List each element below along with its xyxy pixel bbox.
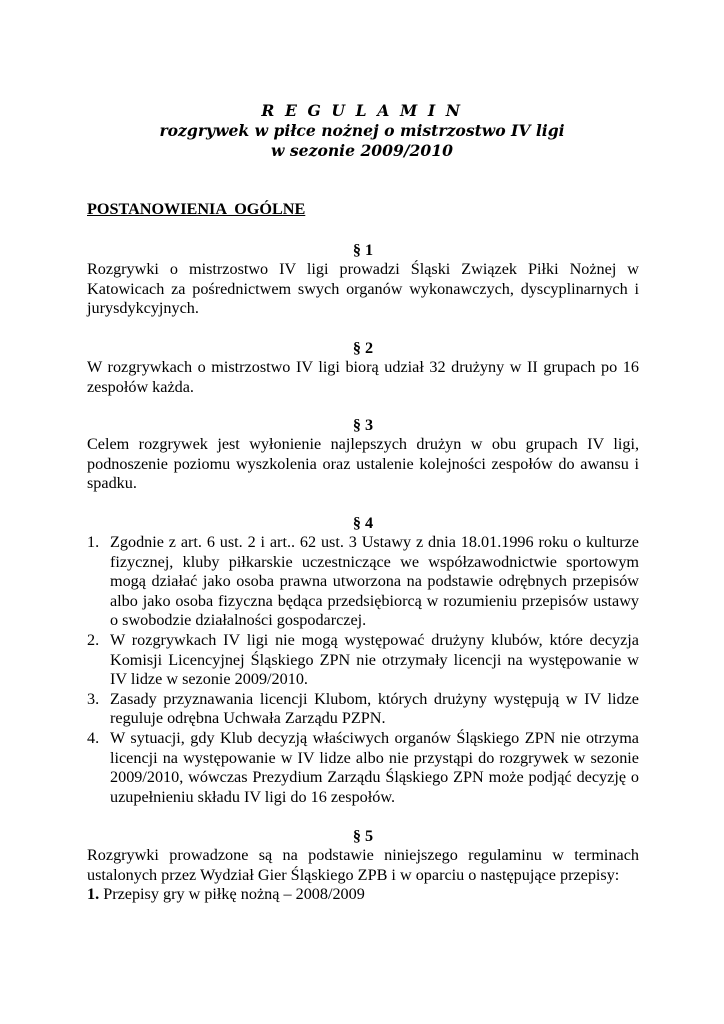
paragraph-2 (87, 338, 639, 397)
paragraph-text: Rozgrywki o mistrzostwo IV ligi prowadzi Śląski Związek Piłki Nożnej w Katowicach za pośrednictwem swych organów wykonawczych, dyscyplinarnych i jurysdykcyjnych. (87, 260, 639, 318)
paragraph-text: Celem rozgrywek jest wyłonienie najlepszych drużyn w obu grupach IV ligi, podnoszenie poziomu wyszkolenia oraz ustalenie kolejności zespołów do awansu i spadku. (87, 435, 639, 493)
numbered-list (87, 533, 639, 807)
title-season: w sezonie 2009/2010 (271, 141, 453, 160)
paragraph-number: § 5 (352, 827, 374, 845)
list-item-text: W sytuacji, gdy Klub decyzją właściwych organów Śląskiego ZPN nie otrzyma licencji na występowanie w IV lidze albo nie przystąpi do rozgrywek w sezonie 2009/2010, wówczas Prezydium Zarządu Śląskiego ZPN może podjąć decyzję o uzupełnieniu składu IV ligi do 16 zespołów. (110, 728, 639, 806)
paragraph-text: W rozgrywkach o mistrzostwo IV ligi biorą udział 32 drużyny w II grupach po 16 zespołów każda. (87, 358, 639, 396)
paragraph-1 (87, 240, 639, 319)
title-subtitle: rozgrywek w piłce nożnej o mistrzostwo IV ligi (159, 121, 565, 140)
document-title (0, 101, 724, 161)
sub-point-number: 1. (87, 885, 100, 904)
paragraph-number: § 3 (352, 416, 374, 434)
paragraph-number: § 2 (352, 339, 374, 357)
paragraph-4 (87, 513, 639, 807)
sub-point-text: Przepisy gry w piłkę nożną – 2008/2009 (103, 885, 365, 904)
list-item (87, 690, 639, 729)
paragraph-number: § 4 (352, 514, 374, 532)
list-item-number: 1. (87, 533, 100, 551)
list-item-text: Zasady przyznawania licencji Klubom, których drużyny występują w IV lidze reguluje odrębna Uchwała Zarządu PZPN. (110, 689, 639, 728)
sub-point (87, 885, 639, 905)
list-item-number: 4. (87, 728, 100, 747)
list-item (87, 533, 639, 631)
paragraph-3 (87, 415, 639, 494)
paragraph-5 (87, 826, 639, 905)
list-item-number: 3. (87, 689, 100, 708)
list-item-number: 2. (87, 630, 100, 649)
list-item-text: Zgodnie z art. 6 ust. 2 i art.. 62 ust. 3 Ustawy z dnia 18.01.1996 roku o kulturze fizycznej, kluby piłkarskie uczestniczące we współzawodnictwie sportowym mogą działać jako osoba prawna utworzona na podstawie odrębnych przepisów albo jako osoba fizyczna będąca przedsiębiorcą w rozumieniu przepisów ustawy o swobodzie działalności gospodarczej. (110, 533, 639, 630)
list-item (87, 729, 639, 807)
list-item (87, 631, 639, 690)
title-regulamin: R E G U L A M I N (261, 101, 463, 120)
list-item-text: W rozgrywkach IV ligi nie mogą występować drużyny klubów, które decyzja Komisji Licencyjnej Śląskiego ZPN nie otrzymały licencji na występowanie w IV lidze w sezonie 2009/2010. (110, 630, 639, 689)
section-heading: POSTANOWIENIA OGÓLNE (87, 200, 306, 218)
paragraph-text: Rozgrywki prowadzone są na podstawie niniejszego regulaminu w terminach ustalonych przez Wydział Gier Śląskiego ZPB i w oparciu o następujące przepisy: (87, 846, 639, 884)
paragraph-number: § 1 (352, 241, 374, 259)
